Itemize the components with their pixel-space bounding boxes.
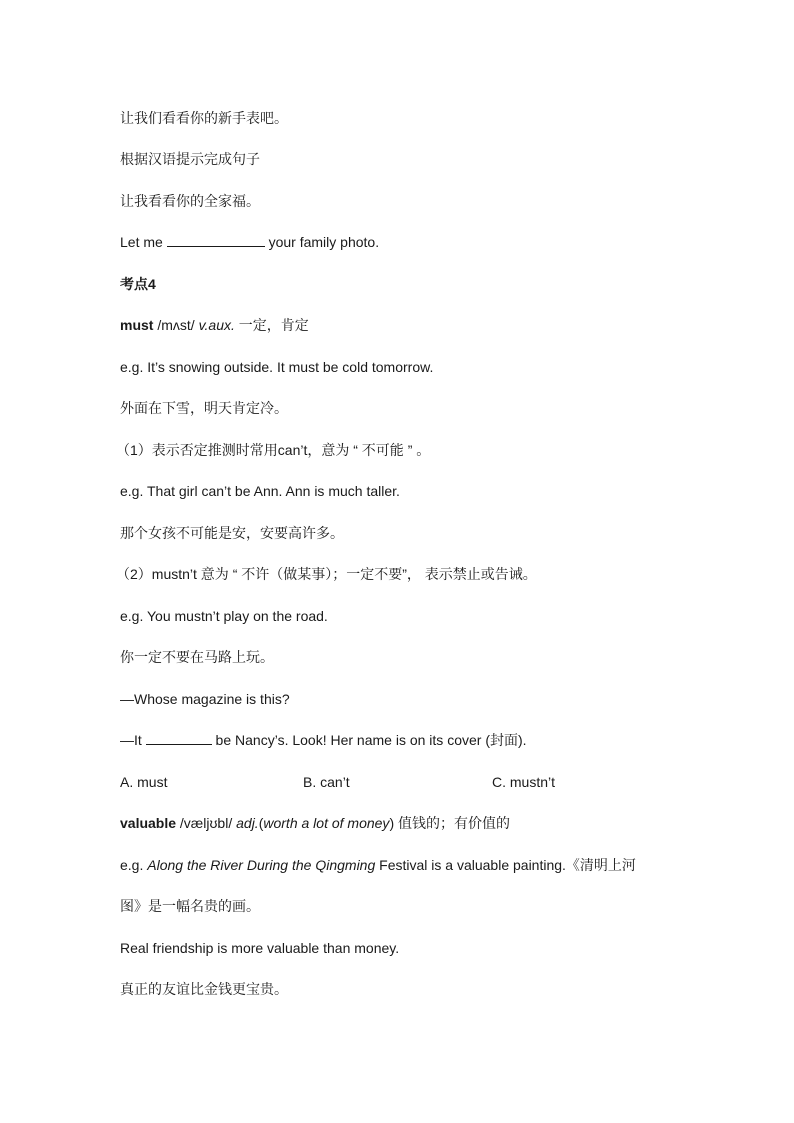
- vocab-definition: 一定，肯定: [234, 317, 309, 333]
- vocab-gloss-close: ): [389, 815, 395, 831]
- answer-blank[interactable]: [146, 730, 212, 745]
- vocab-entry-valuable: [120, 813, 510, 833]
- note-mustnt-usage: （2）mustn’t 意为 “ 不许（做某事）；一定不要”， 表示禁止或告诫。: [116, 566, 537, 582]
- fill-blank-suffix: your family photo.: [264, 234, 380, 250]
- sentence-new-watch: 让我们看看你的新手表吧。: [120, 110, 288, 126]
- example-painting: [120, 855, 636, 875]
- vocab-phonetic: /mʌst/: [153, 317, 199, 333]
- note-cant-usage: （1）表示否定推测时常用can’t，意为 “ 不可能 ” 。: [116, 442, 431, 458]
- option-c[interactable]: C. mustn’t: [492, 774, 556, 790]
- vocab-definition: 值钱的；有价值的: [394, 815, 510, 831]
- example-snowing-cn: 外面在下雪，明天肯定冷。: [120, 400, 288, 416]
- example-rest: Festival is a valuable painting.《清明上河: [375, 857, 636, 873]
- vocab-phonetic: /væljʊbl/: [176, 815, 237, 831]
- vocab-english-gloss: worth a lot of money: [263, 815, 390, 831]
- example-that-girl: e.g. That girl can’t be Ann. Ann is much taller.: [120, 483, 400, 499]
- dialogue-question: —Whose magazine is this?: [120, 691, 290, 707]
- fill-blank-family-photo: [120, 232, 379, 252]
- dialogue-answer-suffix: be Nancy’s. Look! Her name is on its cover (封面).: [211, 732, 527, 748]
- example-that-girl-cn: 那个女孩不可能是安，安要高许多。: [120, 525, 344, 541]
- example-road: e.g. You mustn’t play on the road.: [120, 608, 328, 624]
- vocab-word: must: [120, 317, 154, 333]
- example-prefix: e.g.: [120, 857, 148, 873]
- vocab-word: valuable: [120, 815, 177, 831]
- example-painting-cn-cont: 图》是一幅名贵的画。: [120, 898, 260, 914]
- vocab-gloss-open: (: [258, 815, 264, 831]
- vocab-entry-must: [120, 315, 309, 335]
- painting-title: Along the River During the Qingming: [147, 857, 376, 873]
- example-road-cn: 你一定不要在马路上玩。: [120, 649, 274, 665]
- vocab-part-of-speech: v.aux.: [198, 317, 235, 333]
- dialogue-answer-blank: [120, 730, 527, 750]
- fill-blank-prefix: Let me: [120, 234, 167, 250]
- option-b[interactable]: B. can’t: [303, 774, 350, 790]
- vocab-part-of-speech: adj.: [236, 815, 259, 831]
- example-snowing: e.g. It’s snowing outside. It must be cold tomorrow.: [120, 359, 434, 375]
- dialogue-answer-prefix: —It: [120, 732, 146, 748]
- section-heading-point-4: 考点4: [120, 276, 156, 292]
- instruction-complete-sentence: 根据汉语提示完成句子: [120, 151, 260, 167]
- option-a[interactable]: A. must: [120, 774, 168, 790]
- choice-options: [120, 772, 680, 792]
- sentence-family-photo-cn: 让我看看你的全家福。: [120, 193, 260, 209]
- answer-blank[interactable]: [167, 232, 265, 247]
- example-friendship-cn: 真正的友谊比金钱更宝贵。: [120, 981, 288, 997]
- example-friendship: Real friendship is more valuable than money.: [120, 940, 400, 956]
